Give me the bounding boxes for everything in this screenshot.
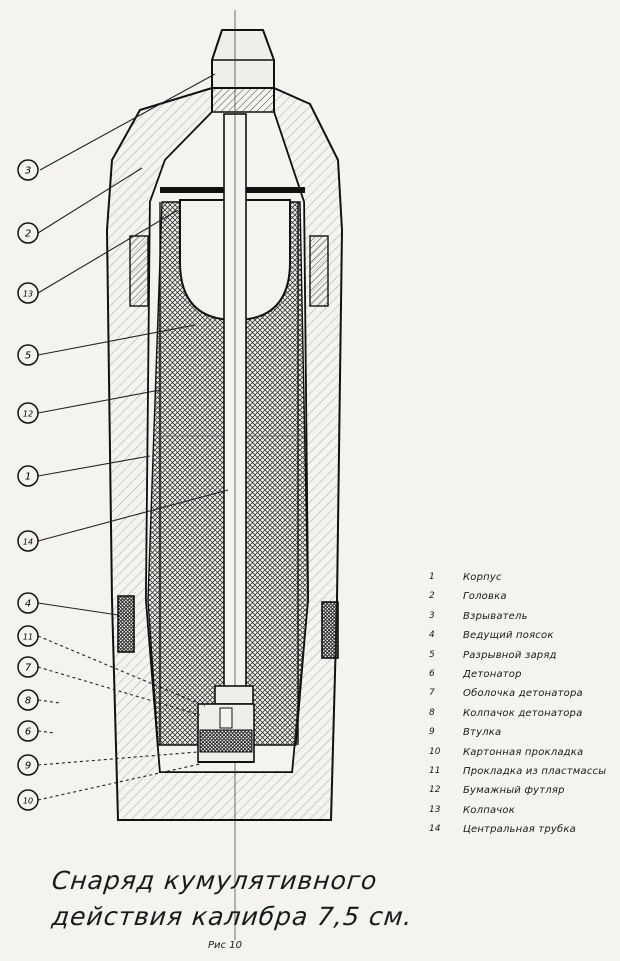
legend-text: Головка (463, 591, 507, 603)
legend-text: Колпачок (463, 804, 515, 816)
legend-row (420, 727, 620, 746)
legend-number: 12 (429, 785, 441, 796)
legend-number: 3 (429, 610, 435, 621)
legend-text: Детонатор (463, 668, 522, 680)
callout-1 (18, 466, 38, 486)
legend-row (420, 747, 620, 766)
legend-text: Взрыватель (463, 610, 528, 622)
legend (420, 572, 620, 843)
legend-row (420, 824, 620, 843)
legend-number: 9 (429, 727, 435, 738)
legend-number: 13 (429, 804, 441, 815)
legend-row (420, 650, 620, 669)
callout-label: 12 (22, 409, 34, 419)
callout-label: 7 (24, 662, 32, 674)
legend-number: 4 (429, 630, 435, 641)
callout-9 (18, 755, 38, 775)
callout-13 (18, 283, 38, 303)
callout-4 (18, 593, 38, 613)
caption-line-1: Снаряд кумулятивного (50, 866, 379, 895)
callout-7 (18, 657, 38, 677)
callout-2 (18, 223, 38, 243)
legend-text: Бумажный футляр (463, 785, 565, 797)
callout-label: 8 (24, 695, 32, 707)
legend-row (420, 591, 620, 610)
callout-label: 6 (24, 726, 32, 738)
callout-label: 3 (24, 165, 32, 177)
legend-number: 14 (429, 824, 441, 835)
callout-10 (18, 790, 38, 810)
legend-number: 11 (429, 765, 441, 776)
legend-row (420, 785, 620, 804)
legend-number: 6 (429, 668, 435, 679)
legend-number: 8 (429, 707, 435, 718)
legend-number: 7 (429, 688, 435, 699)
legend-text: Корпус (463, 572, 502, 583)
legend-row (420, 630, 620, 649)
legend-row (420, 805, 620, 824)
callout-5 (18, 345, 38, 365)
fuze (212, 30, 274, 118)
callout-label: 1 (24, 471, 32, 483)
callout-label: 11 (22, 632, 34, 642)
legend-number: 5 (429, 649, 435, 660)
caption-line-2: действия калибра 7,5 см. (50, 902, 415, 931)
legend-row (420, 708, 620, 727)
callout-label: 9 (24, 760, 32, 772)
callout-label: 2 (24, 228, 32, 240)
legend-number: 1 (429, 572, 435, 582)
callout-11 (18, 626, 38, 646)
legend-text: Разрывной заряд (463, 649, 557, 661)
callout-12 (18, 403, 38, 423)
callout-14 (18, 531, 38, 551)
legend-text: Втулка (463, 727, 502, 739)
legend-number: 2 (429, 591, 435, 602)
legend-text: Центральная трубка (463, 824, 576, 836)
legend-row (420, 669, 620, 688)
callout-6 (18, 721, 38, 741)
legend-text: Оболочка детонатора (463, 688, 583, 700)
legend-number: 10 (429, 746, 441, 757)
legend-text: Ведущий поясок (463, 630, 554, 642)
callout-markers (18, 160, 38, 810)
legend-text: Колпачок детонатора (463, 707, 583, 719)
callout-label: 4 (24, 598, 32, 610)
legend-row (420, 611, 620, 630)
callout-label: 14 (22, 537, 34, 547)
legend-text: Прокладка из пластмассы (463, 765, 607, 777)
legend-row (420, 766, 620, 785)
figure-label: Рис 10 (208, 940, 242, 951)
callout-3 (18, 160, 38, 180)
callout-8 (18, 690, 38, 710)
legend-row (420, 572, 620, 591)
callout-label: 5 (24, 350, 32, 362)
callout-label: 10 (22, 796, 34, 806)
legend-text: Картонная прокладка (463, 746, 584, 758)
callout-label: 13 (22, 289, 34, 299)
legend-row (420, 688, 620, 707)
